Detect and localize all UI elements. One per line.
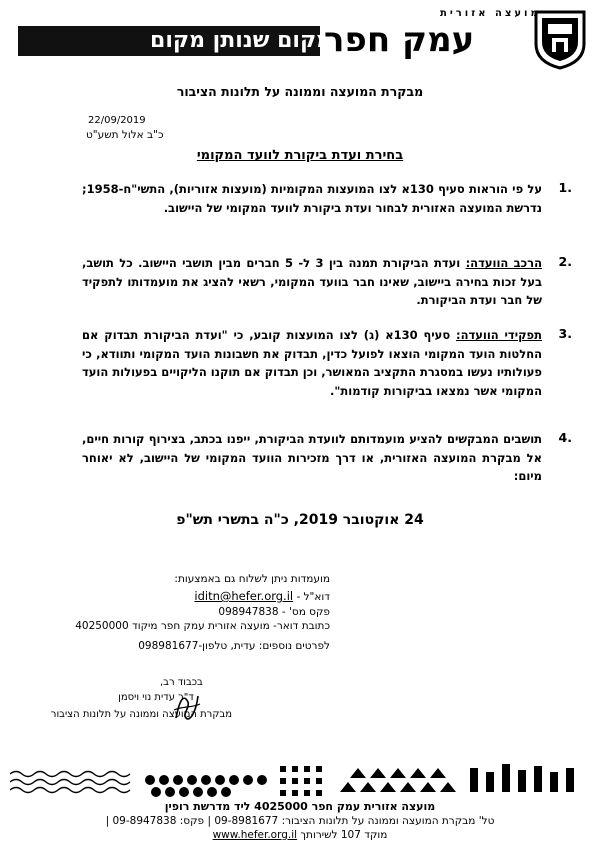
item-number: .1: [558, 180, 572, 195]
footer-phone-fax: טל' מבקרת המועצה וממונה על תלונות הציבור: 09-8981677 | פקס: 09-8947838 |: [105, 815, 495, 827]
handwritten-signature: [172, 688, 202, 726]
list-item: [82, 326, 542, 400]
item-text: סעיף 130א (ג) לצו המועצות קובע, כי "ועדת הביקורת תבדוק אם החלטות הועד המקומי הוצאו לפועל כדין, תבדוק את חשבונות הועד המקומי ותוודא, כי פעולותיו נעשו במסגרת התקציב המאושר, וכן תבדוק אם תוקנו הליקויים בפעולות הועד המקומי אשר נמצאו בביקורות קודמות".: [82, 328, 542, 398]
gregorian-date: 22/09/2019: [88, 115, 146, 126]
item-label: הרכב הוועדה:: [465, 256, 542, 270]
email-line: [194, 589, 330, 603]
email-label: דוא"ל -: [296, 591, 330, 603]
footer-hotline-text: מוקד 107 לשירותך: [300, 829, 388, 841]
footer-address: מועצה אזורית עמק חפר 4025000 ליד מדרשת רופין: [164, 800, 436, 813]
item-text: תושבים המבקשים להציע מועמדותם לוועדת הביקורת, ייפנו בכתב, בצירוף קורות חיים, אל מבקרת המועצה האזורית, או דרך מזכירות הוועד המקומי של היישוב, לא יאוחר מיום:: [82, 432, 542, 483]
mail-address-line: כתובת דואר- מועצה אזורית עמק חפר מיקוד 40250000: [75, 620, 330, 632]
item-number: .4: [558, 430, 572, 445]
list-item: [82, 180, 542, 217]
email-link[interactable]: iditn@hefer.org.il: [194, 589, 294, 603]
list-item: [82, 430, 542, 486]
deadline-date: 24 אוקטובר 2019, כ"ה בתשרי תש"פ: [176, 512, 424, 528]
department-title: מבקרת המועצה וממונה על תלונות הציבור: [176, 84, 424, 99]
signature-closing: בכבוד רב,: [160, 677, 203, 688]
item-label: תפקידי הוועדה:: [455, 328, 542, 342]
info-line: לפרטים נוספים: עדית, טלפון-098981677: [138, 640, 330, 652]
website-link[interactable]: www.hefer.org.il: [212, 829, 298, 841]
list-item: [82, 254, 542, 310]
footer-hotline: [0, 829, 600, 841]
fax-line: [218, 606, 330, 618]
signature-role: מבקרת המועצה וממונה על תלונות הציבור: [50, 709, 232, 720]
contact-intro: מועמדות ניתן לשלוח גם באמצעות:: [174, 573, 330, 585]
signature-name: ד"ר עדית נוי ויסמן: [118, 692, 194, 703]
fax-number: 098947838: [218, 606, 279, 618]
org-small-label: מועצה אזורית: [440, 8, 541, 19]
item-text: ועדת הביקורת תמנה בין 3 ל- 5 חברים מבין תושבי היישוב. כל תושב, בעל זכות בחירה ביישוב, שאינו חבר בוועד המקומי, רשאי להציג את מועמדותו לתפקיד של חבר ועדת הביקורת.: [82, 256, 542, 307]
brand-name: עמק חפר: [324, 20, 475, 60]
fax-label: פקס מס' -: [281, 606, 330, 618]
brand-slogan: מקום שנותן מקום: [150, 28, 333, 53]
item-number: .2: [558, 254, 572, 269]
item-text: על פי הוראות סעיף 130א לצו המועצות המקומיות (מועצות אזוריות), התשי"ח-1958; נדרשת המועצה האזורית לבחור ועדת ביקורת לוועד המקומי של היישוב.: [82, 182, 542, 215]
hebrew-date: כ"ב אלול תשע"ט: [86, 129, 164, 141]
item-number: .3: [558, 326, 572, 341]
document-title: בחירת ועדת ביקורת לוועד המקומי: [196, 148, 404, 163]
